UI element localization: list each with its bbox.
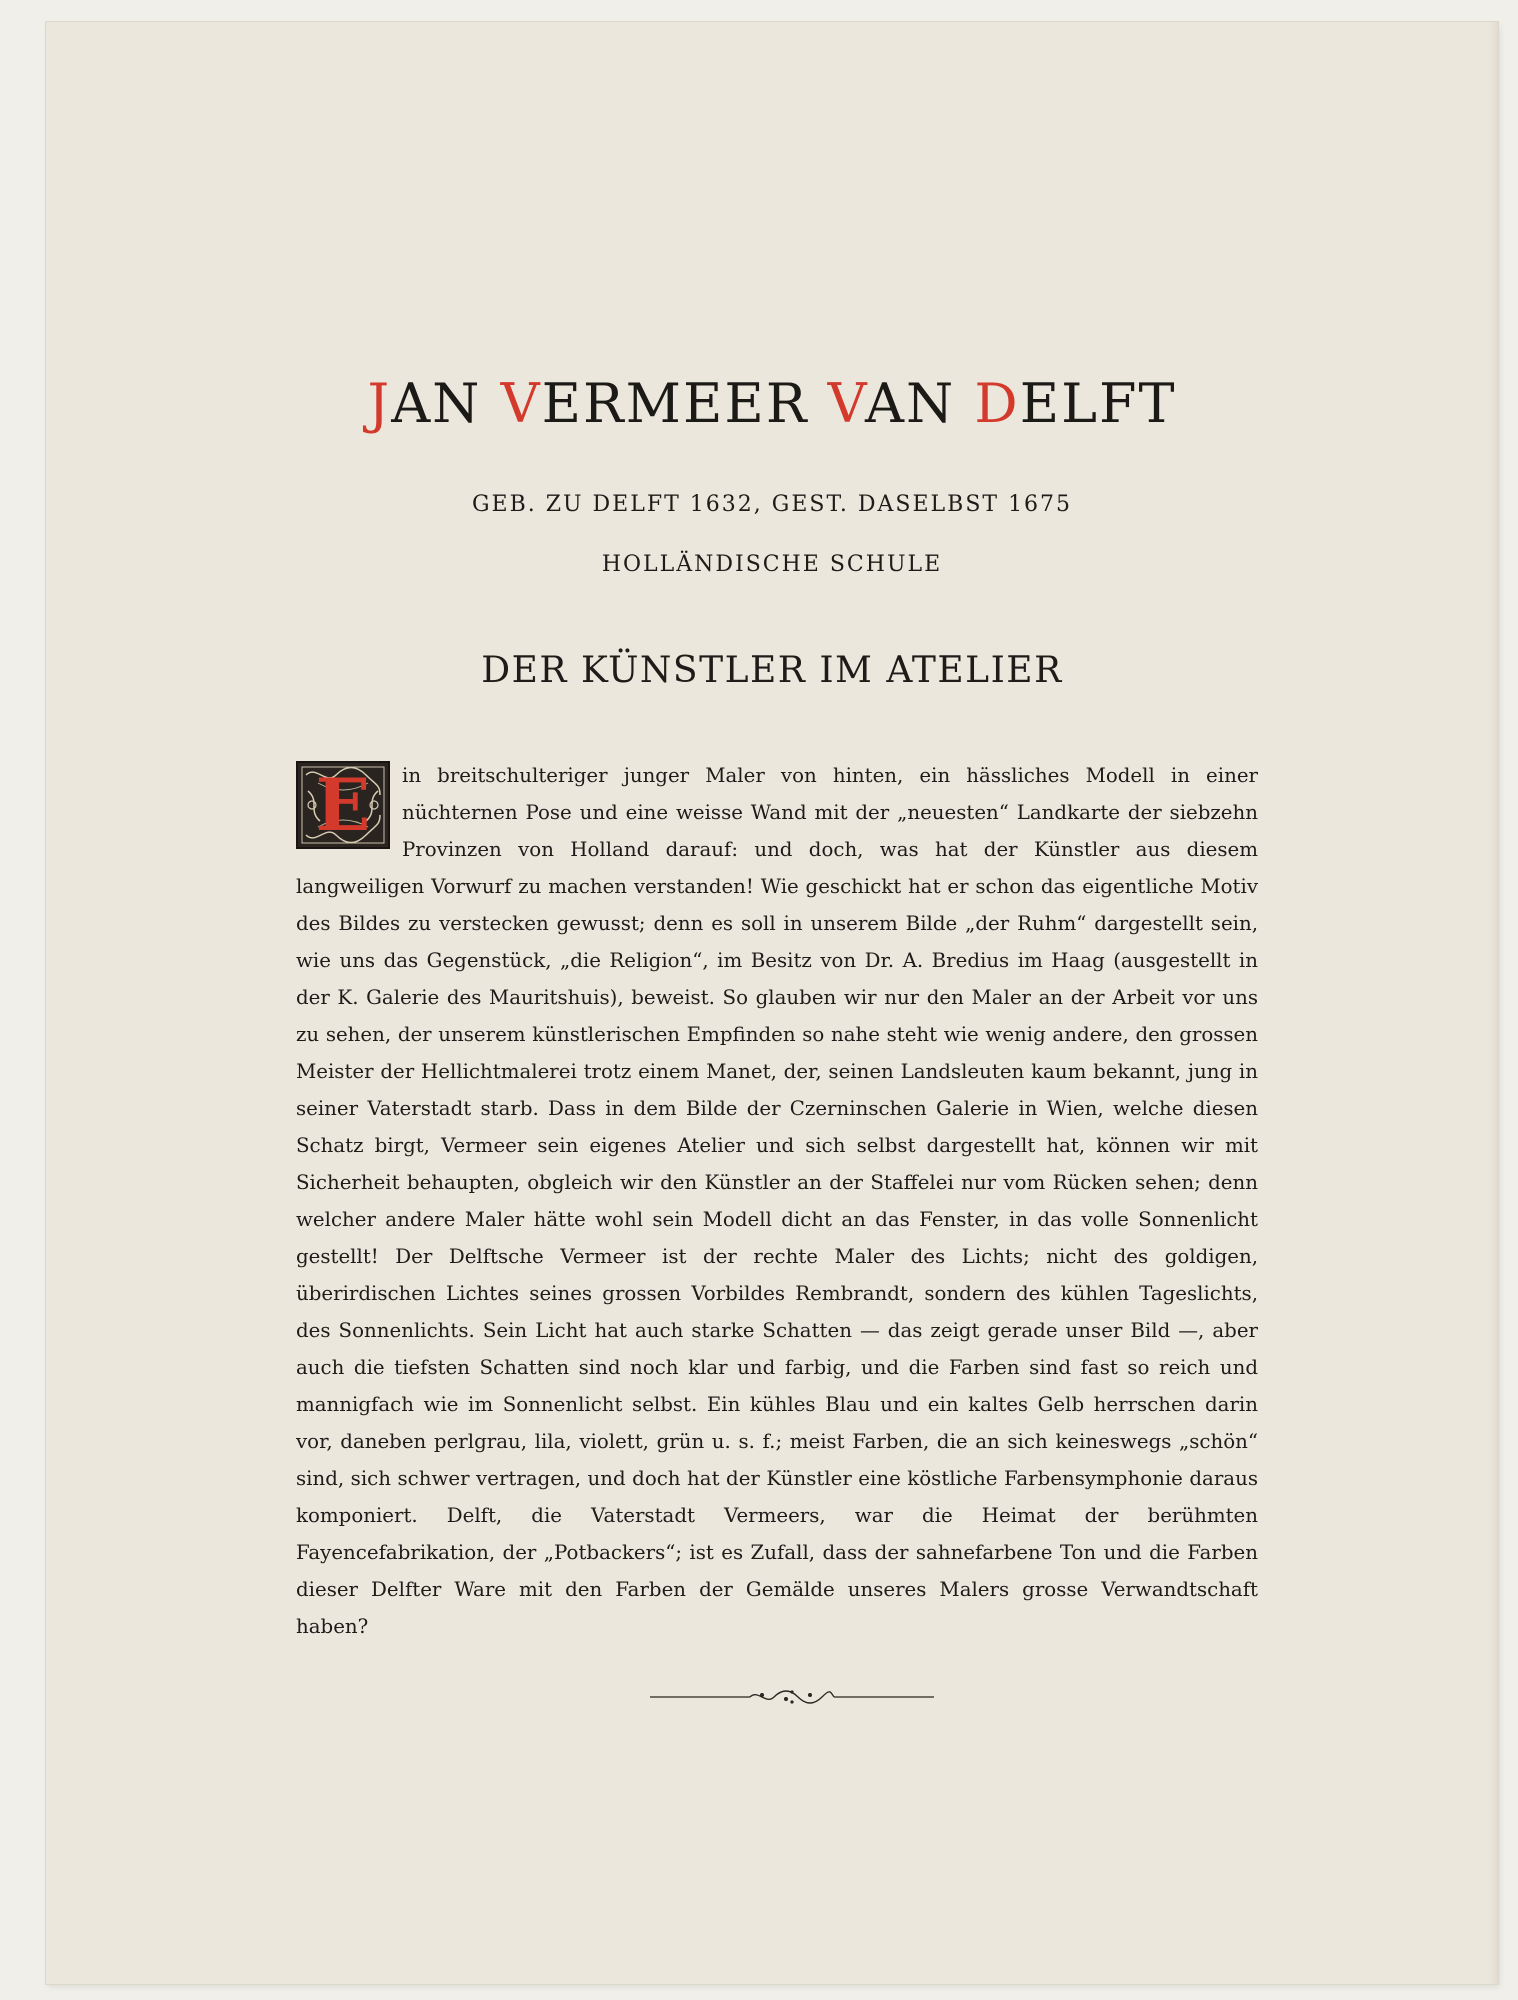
title-part: V bbox=[500, 372, 542, 435]
drop-cap bbox=[296, 761, 390, 849]
drop-cap-letter: E bbox=[315, 762, 371, 847]
school-label: HOLLÄNDISCHE SCHULE bbox=[601, 552, 943, 577]
title-part: ERMEER bbox=[541, 372, 828, 435]
artwork-title: DER KÜNSTLER IM ATELIER bbox=[481, 650, 1063, 691]
title-part: D bbox=[974, 372, 1020, 435]
page-sheet bbox=[46, 22, 1498, 1984]
title-part: V bbox=[827, 372, 865, 435]
ornament-divider-icon bbox=[650, 1687, 934, 1707]
life-dates: GEB. ZU DELFT 1632, GEST. DASELBST 1675 bbox=[471, 492, 1073, 517]
body-text: in breitschulteriger junger Maler von hinten, ein hässliches Modell in einer nüchternen Pose und eine weisse Wand mit der „neuesten“ Landkarte der siebzehn Provinzen von Holland darauf: und doch, was hat der Künstler aus diesem langweiligen Vorwurf zu machen verstanden! Wie geschickt hat er schon das eigentliche Motiv des Bildes zu verstecken gewusst; denn es soll in unserem Bilde „der Ruhm“ dargestellt sein, wie uns das Gegenstück, „die Religion“, im Besitz von Dr. A. Bredius im Haag (ausgestellt in der K. Galerie des Mauritshuis), beweist. So glauben wir nur den Maler an der Arbeit vor uns zu sehen, der unserem künstlerischen Empfinden so nahe steht wie wenig andere, den grossen Meister der Hellichtmalerei trotz einem Manet, der, seinen Landsleuten kaum bekannt, jung in seiner Vaterstadt starb. Dass in dem Bilde der Czerninschen Galerie in Wien, welche diesen Schatz birgt, Vermeer sein eigenes Atelier und sich selbst dargestellt hat, können wir mit Sicherheit behaupten, obgleich wir den Künstler an der Staffelei nur vom Rücken sehen; denn welcher andere Maler hätte wohl sein Modell dicht an das Fenster, in das volle Sonnenlicht gestellt! Der Delftsche Vermeer ist der rechte Maler des Lichts; nicht des goldigen, überirdischen Lichtes seines grossen Vorbildes Rembrandt, sondern des kühlen Tageslichts, des Sonnenlichts. Sein Licht hat auch starke Schatten — das zeigt gerade unser Bild —, aber auch die tiefsten Schatten sind noch klar und farbig, und die Farben sind fast so reich und mannigfach wie im Sonnenlicht selbst. Ein kühles Blau und ein kaltes Gelb herrschen darin vor, daneben perlgrau, lila, violett, grün u. s. f.; meist Farben, die an sich keineswegs „schön“ sind, sich schwer vertragen, und doch hat der Künstler eine köstliche Farbensymphonie daraus komponiert. Delft, die Vaterstadt Vermeers, war die Heimat der berühmten Fayencefabrikation, der „Potbackers“; ist es Zufall, dass der sahnefarbene Ton und die Farben dieser Delfter Ware mit den Farben der Gemälde unseres Malers grosse Verwandtschaft haben? bbox=[296, 764, 1258, 1638]
title-part: ELFT bbox=[1019, 372, 1177, 435]
title-part: J bbox=[367, 372, 392, 435]
artist-title bbox=[46, 372, 1498, 435]
title-part: AN bbox=[391, 372, 501, 435]
body-paragraph bbox=[296, 757, 1258, 1645]
title-part: AN bbox=[864, 372, 975, 435]
